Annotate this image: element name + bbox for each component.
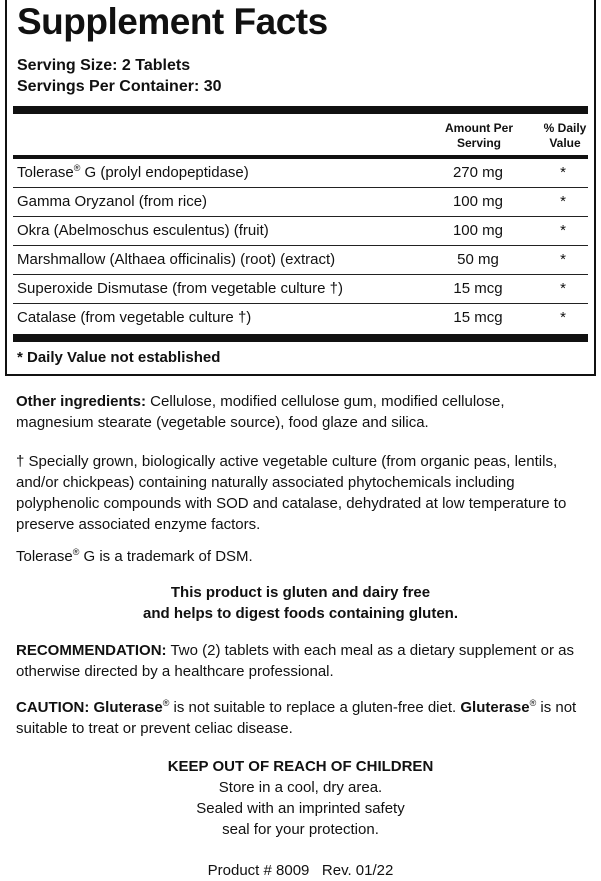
- other-ingredients-label: Other ingredients:: [16, 393, 147, 410]
- ingredient-name: Marshmallow (Althaea officinalis) (root) (extract): [17, 251, 336, 268]
- dagger-line: preserve associated enzyme factors.: [16, 516, 261, 533]
- ingredient-name: Gamma Oryzanol (from rice): [17, 193, 208, 210]
- caution-brand-2: Gluterase: [460, 699, 530, 716]
- table-row: [13, 188, 588, 217]
- ingredient-amount: 15 mcg: [453, 309, 503, 326]
- caution-line2: suitable to treat or prevent celiac disease.: [16, 720, 293, 737]
- daily-value-header: [537, 121, 593, 151]
- recommendation-line2: otherwise directed by a healthcare professional.: [16, 663, 334, 680]
- ingredient-amount: 100 mg: [452, 222, 504, 239]
- table-row: [13, 304, 588, 333]
- ingredient-amount: 270 mg: [452, 164, 504, 181]
- servings-per-container: Servings Per Container: 30: [17, 78, 222, 95]
- thick-divider: [13, 106, 588, 114]
- dagger-line: † Specially grown, biologically active vegetable culture (from organic peas, lentils,: [16, 453, 558, 470]
- ingredient-amount: 100 mg: [452, 193, 504, 210]
- serving-size: Serving Size: 2 Tablets: [17, 57, 191, 74]
- bottom-thick-divider: [13, 334, 588, 342]
- other-ingredients-line1: Cellulose, modified cellulose gum, modified cellulose,: [146, 393, 505, 410]
- table-row: [13, 159, 588, 188]
- other-ingredients-line2: magnesium stearate (vegetable source), food glaze and silica.: [16, 414, 429, 431]
- dagger-line: polyphenolic compounds with SOD and catalase, dehydrated at low temperature to: [16, 495, 567, 512]
- table-row: [13, 275, 588, 304]
- facts-title: Supplement Facts: [17, 1, 328, 42]
- ingredient-name: Superoxide Dismutase (from vegetable culture †): [17, 280, 343, 297]
- ingredient-dv: *: [560, 222, 566, 239]
- other-ingredients: [16, 391, 591, 433]
- amount-header-line2: Serving: [456, 136, 501, 150]
- caution-text-2: is not: [536, 699, 577, 716]
- trademark-text: G is a trademark of DSM.: [79, 548, 253, 565]
- product-info: Product # 8009 Rev. 01/22: [207, 862, 394, 879]
- ingredient-dv: *: [560, 164, 566, 181]
- ingredient-amount: 15 mcg: [453, 280, 503, 297]
- daily-value-footnote: * Daily Value not established: [17, 349, 221, 366]
- ingredient-name: Tolerase® G (prolyl endopeptidase): [17, 163, 249, 181]
- ingredient-name: Catalase (from vegetable culture †): [17, 309, 252, 326]
- dagger-line: and/or chickpeas) containing naturally associated phytochemicals including: [16, 474, 515, 491]
- ingredient-dv: *: [560, 251, 566, 268]
- table-row: [13, 246, 588, 275]
- caution: [16, 697, 591, 739]
- caution-label: CAUTION:: [16, 699, 90, 716]
- storage-line: Sealed with an imprinted safety: [196, 800, 405, 817]
- gluten-statement: [0, 582, 601, 624]
- dagger-note: [16, 451, 591, 535]
- amount-per-serving-header: [421, 121, 537, 151]
- storage-line: Store in a cool, dry area.: [218, 779, 383, 796]
- storage-line: seal for your protection.: [222, 821, 379, 838]
- trademark-brand: Tolerase: [16, 548, 73, 565]
- registered-mark: ®: [162, 698, 170, 708]
- caution-text: is not suitable to replace a gluten-free diet.: [169, 699, 461, 716]
- registered-mark: ®: [72, 547, 80, 557]
- caution-brand: Gluterase: [93, 699, 163, 716]
- dv-header-line1: % Daily: [543, 121, 587, 135]
- ingredient-amount: 50 mg: [457, 251, 499, 268]
- recommendation: [16, 640, 591, 682]
- registered-mark: ®: [529, 698, 537, 708]
- ingredient-dv: *: [560, 193, 566, 210]
- ingredient-dv: *: [560, 309, 566, 326]
- ingredient-name: Okra (Abelmoschus esculentus) (fruit): [17, 222, 269, 239]
- trademark-note: [16, 546, 591, 567]
- recommendation-line1: Two (2) tablets with each meal as a dietary supplement or as: [166, 642, 574, 659]
- storage-section: [0, 756, 601, 840]
- gluten-line: This product is gluten and dairy free: [170, 584, 431, 601]
- dv-header-line2: Value: [549, 136, 581, 150]
- gluten-line: and helps to digest foods containing gluten.: [143, 605, 458, 622]
- table-row: [13, 217, 588, 246]
- keep-out-heading: KEEP OUT OF REACH OF CHILDREN: [167, 758, 434, 775]
- ingredient-dv: *: [560, 280, 566, 297]
- recommendation-label: RECOMMENDATION:: [16, 642, 167, 659]
- supplement-facts-panel: [5, 0, 596, 376]
- amount-header-line1: Amount Per: [444, 121, 513, 135]
